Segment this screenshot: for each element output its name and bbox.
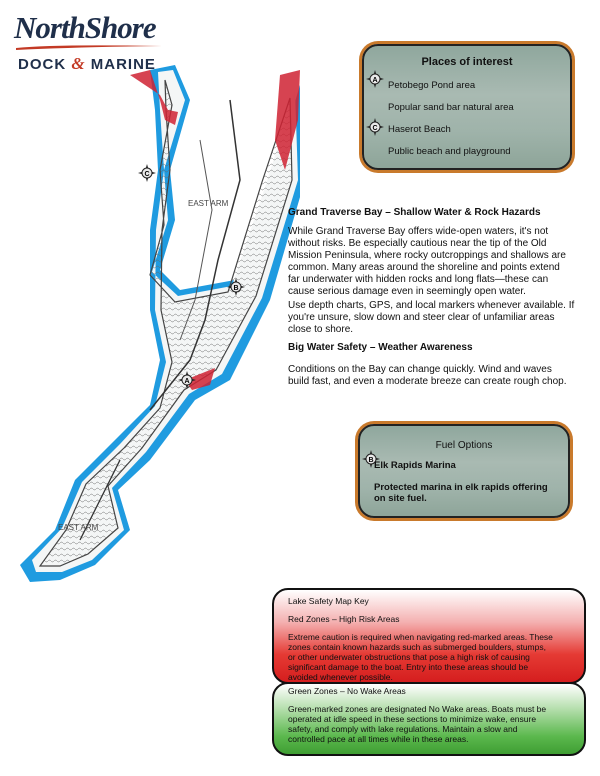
logo-northshore: NorthShore	[14, 10, 156, 45]
map-key-red-zone: Lake Safety Map Key Red Zones – High Risk Areas Extreme caution is required when navigating red-marked areas. These zones contain known hazards such as submerged boulders, stumps, or other underwater obstructions that pose a high risk of causing significant damage to the boat. Entry into these areas should be avoided whenever possible.	[272, 588, 586, 684]
place-name-petobego: Petobego Pond area	[388, 80, 476, 91]
fuel-elk-rapids-desc-1: Protected marina in elk rapids offering	[374, 482, 548, 493]
places-title: Places of interest	[421, 56, 513, 68]
map-label-east-arm-1: EAST ARM	[188, 199, 229, 208]
place-desc-petobego: Popular sand bar natural area	[388, 102, 514, 113]
fuel-elk-rapids-desc-2: on site fuel.	[374, 493, 427, 504]
map-key-title: Lake Safety Map Key	[288, 596, 369, 606]
red-zone-heading: Red Zones – High Risk Areas	[288, 614, 400, 624]
fuel-title: Fuel Options	[435, 440, 493, 451]
heading-big-water: Big Water Safety – Weather Awareness	[288, 342, 473, 353]
svg-text:B: B	[233, 285, 239, 292]
svg-text:B: B	[368, 457, 374, 464]
marker-c-icon	[366, 118, 384, 136]
map-label-east-arm-2: EAST ARM	[58, 523, 99, 532]
marker-a-icon	[366, 70, 384, 88]
svg-text:A: A	[184, 378, 190, 385]
svg-text:C: C	[144, 171, 150, 178]
marker-c-icon	[138, 164, 156, 182]
place-desc-haserot: Public beach and playground	[388, 146, 511, 157]
place-name-haserot: Haserot Beach	[388, 124, 451, 135]
green-zone-heading: Green Zones – No Wake Areas	[288, 686, 406, 696]
fuel-options-card	[358, 424, 570, 518]
places-of-interest-card	[362, 44, 572, 170]
logo-swoosh	[16, 44, 162, 50]
heading-shallow-water: Grand Traverse Bay – Shallow Water & Rock Hazards	[288, 207, 541, 218]
logo-dock-marine: DOCK & MARINE	[18, 54, 156, 73]
svg-text:A: A	[372, 77, 378, 84]
lake-depth-map	[0, 60, 300, 600]
fuel-elk-rapids-name: Elk Rapids Marina	[374, 460, 456, 471]
svg-text:C: C	[372, 125, 378, 132]
map-key-green-zone: Green Zones – No Wake Areas Green-marked zones are designated No Wake areas. Boats must be operated at idle speed in these sections to minimize wake, ensure safety, and comply with lake regulations. Maintain a slow and controlled pace at all times while in these areas.	[272, 682, 586, 756]
